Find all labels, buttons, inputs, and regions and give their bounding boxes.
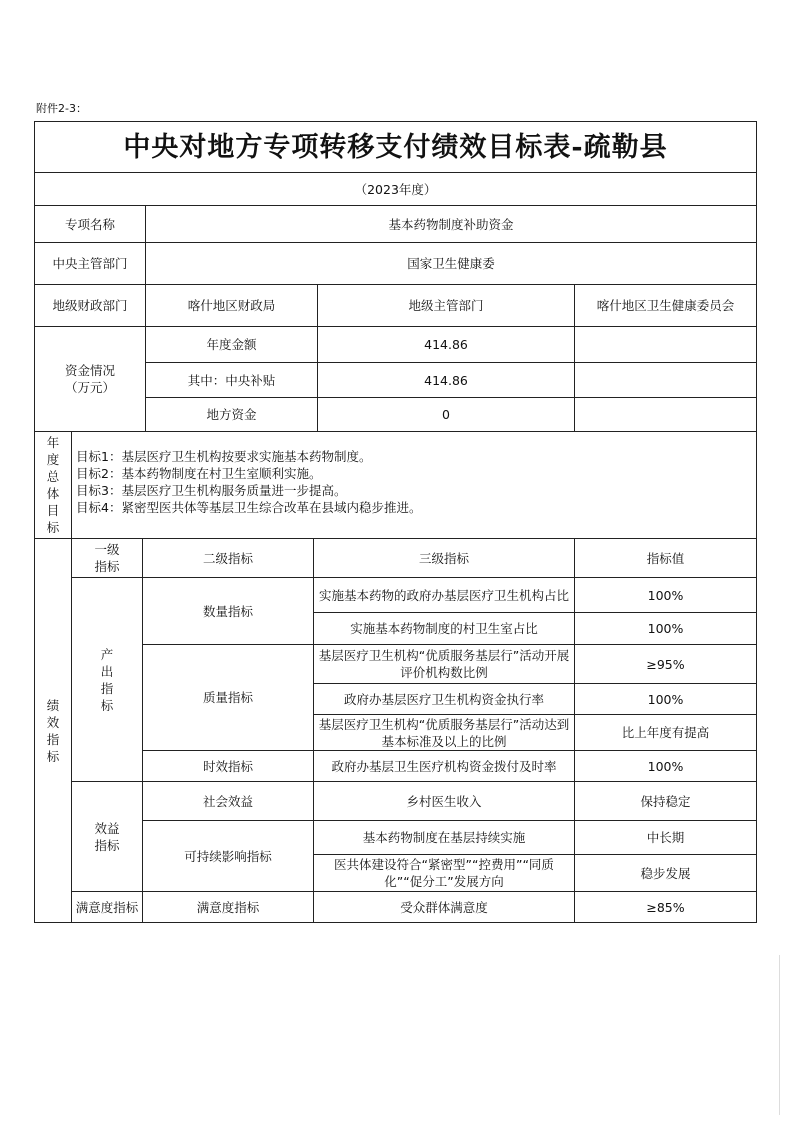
output-label-text: 产出指标	[100, 646, 114, 713]
funds-annual-extra	[574, 326, 757, 363]
funds-annual-value: 414.86	[317, 326, 575, 363]
finance-dept-label: 地级财政部门	[34, 284, 146, 327]
page-title: 中央对地方专项转移支付绩效目标表-疏勒县	[34, 121, 757, 173]
quality-label: 质量指标	[142, 644, 314, 751]
indicator-name: 政府办基层医疗卫生机构资金执行率	[313, 683, 575, 715]
scan-edge-line	[779, 955, 780, 1115]
central-dept-value: 国家卫生健康委	[145, 242, 757, 285]
indicator-value: ≥85%	[574, 891, 757, 923]
funds-label	[34, 326, 146, 432]
benefit-label-text: 效益指标	[94, 820, 120, 853]
indicator-value: 100%	[574, 612, 757, 645]
finance-dept-value: 喀什地区财政局	[145, 284, 318, 327]
project-name-value: 基本药物制度补助资金	[145, 205, 757, 243]
funds-local-extra	[574, 397, 757, 432]
timeliness-label: 时效指标	[142, 750, 314, 782]
indicators-label-text: 绩效指标	[46, 697, 60, 764]
quantity-label: 数量指标	[142, 577, 314, 645]
output-label	[71, 577, 143, 782]
header-value: 指标值	[574, 538, 757, 578]
benefit-label	[71, 781, 143, 892]
goals-content	[71, 431, 757, 539]
goals-label	[34, 431, 72, 539]
indicator-value: 稳步发展	[574, 854, 757, 892]
indicator-name: 乡村医生收入	[313, 781, 575, 821]
funds-unit-text: （万元）	[64, 380, 115, 395]
indicator-name: 基本药物制度在基层持续实施	[313, 820, 575, 855]
goal-item: 目标3：基层医疗卫生机构服务质量进一步提高。	[76, 483, 347, 498]
indicator-value: ≥95%	[574, 644, 757, 684]
satisfaction-label: 满意度指标	[71, 891, 143, 923]
goal-item: 目标4：紧密型医共体等基层卫生综合改革在县域内稳步推进。	[76, 500, 422, 515]
project-name-label: 专项名称	[34, 205, 146, 243]
indicator-name: 受众群体满意度	[313, 891, 575, 923]
indicator-value: 100%	[574, 577, 757, 613]
social-benefit-label: 社会效益	[142, 781, 314, 821]
satisfaction-level2-label: 满意度指标	[142, 891, 314, 923]
funds-local-label: 地方资金	[145, 397, 318, 432]
goal-item: 目标2：基本药物制度在村卫生室顺利实施。	[76, 466, 322, 481]
sustain-label: 可持续影响指标	[142, 820, 314, 892]
indicators-label	[34, 538, 72, 923]
indicator-name: 实施基本药物的政府办基层医疗卫生机构占比	[313, 577, 575, 613]
funds-central-label: 其中：中央补贴	[145, 362, 318, 398]
funds-annual-label: 年度金额	[145, 326, 318, 363]
attachment-label: 附件2-3：	[36, 102, 87, 115]
funds-label-text: 资金情况	[64, 363, 115, 378]
local-dept-value: 喀什地区卫生健康委员会	[574, 284, 757, 327]
indicator-value: 比上年度有提高	[574, 714, 757, 751]
indicator-name: 医共体建设符合“紧密型”“控费用”“同质化”“促分工”发展方向	[313, 854, 575, 892]
header-level3: 三级指标	[313, 538, 575, 578]
indicator-name: 政府办基层卫生医疗机构资金拨付及时率	[313, 750, 575, 782]
header-level2: 二级指标	[142, 538, 314, 578]
indicator-value: 100%	[574, 683, 757, 715]
local-dept-label: 地级主管部门	[317, 284, 575, 327]
central-dept-label: 中央主管部门	[34, 242, 146, 285]
funds-central-value: 414.86	[317, 362, 575, 398]
indicator-value: 保持稳定	[574, 781, 757, 821]
funds-local-value: 0	[317, 397, 575, 432]
indicator-name: 基层医疗卫生机构“优质服务基层行”活动达到基本标准及以上的比例	[313, 714, 575, 751]
year-label: （2023年度）	[34, 172, 757, 206]
header-level1	[71, 538, 143, 578]
indicator-name: 实施基本药物制度的村卫生室占比	[313, 612, 575, 645]
funds-central-extra	[574, 362, 757, 398]
goals-label-text: 年度总体目标	[46, 435, 60, 535]
indicator-name: 基层医疗卫生机构“优质服务基层行”活动开展评价机构数比例	[313, 644, 575, 684]
header-level1-text: 一级指标	[94, 542, 120, 574]
indicator-value: 100%	[574, 750, 757, 782]
indicator-value: 中长期	[574, 820, 757, 855]
goal-item: 目标1：基层医疗卫生机构按要求实施基本药物制度。	[76, 449, 372, 464]
